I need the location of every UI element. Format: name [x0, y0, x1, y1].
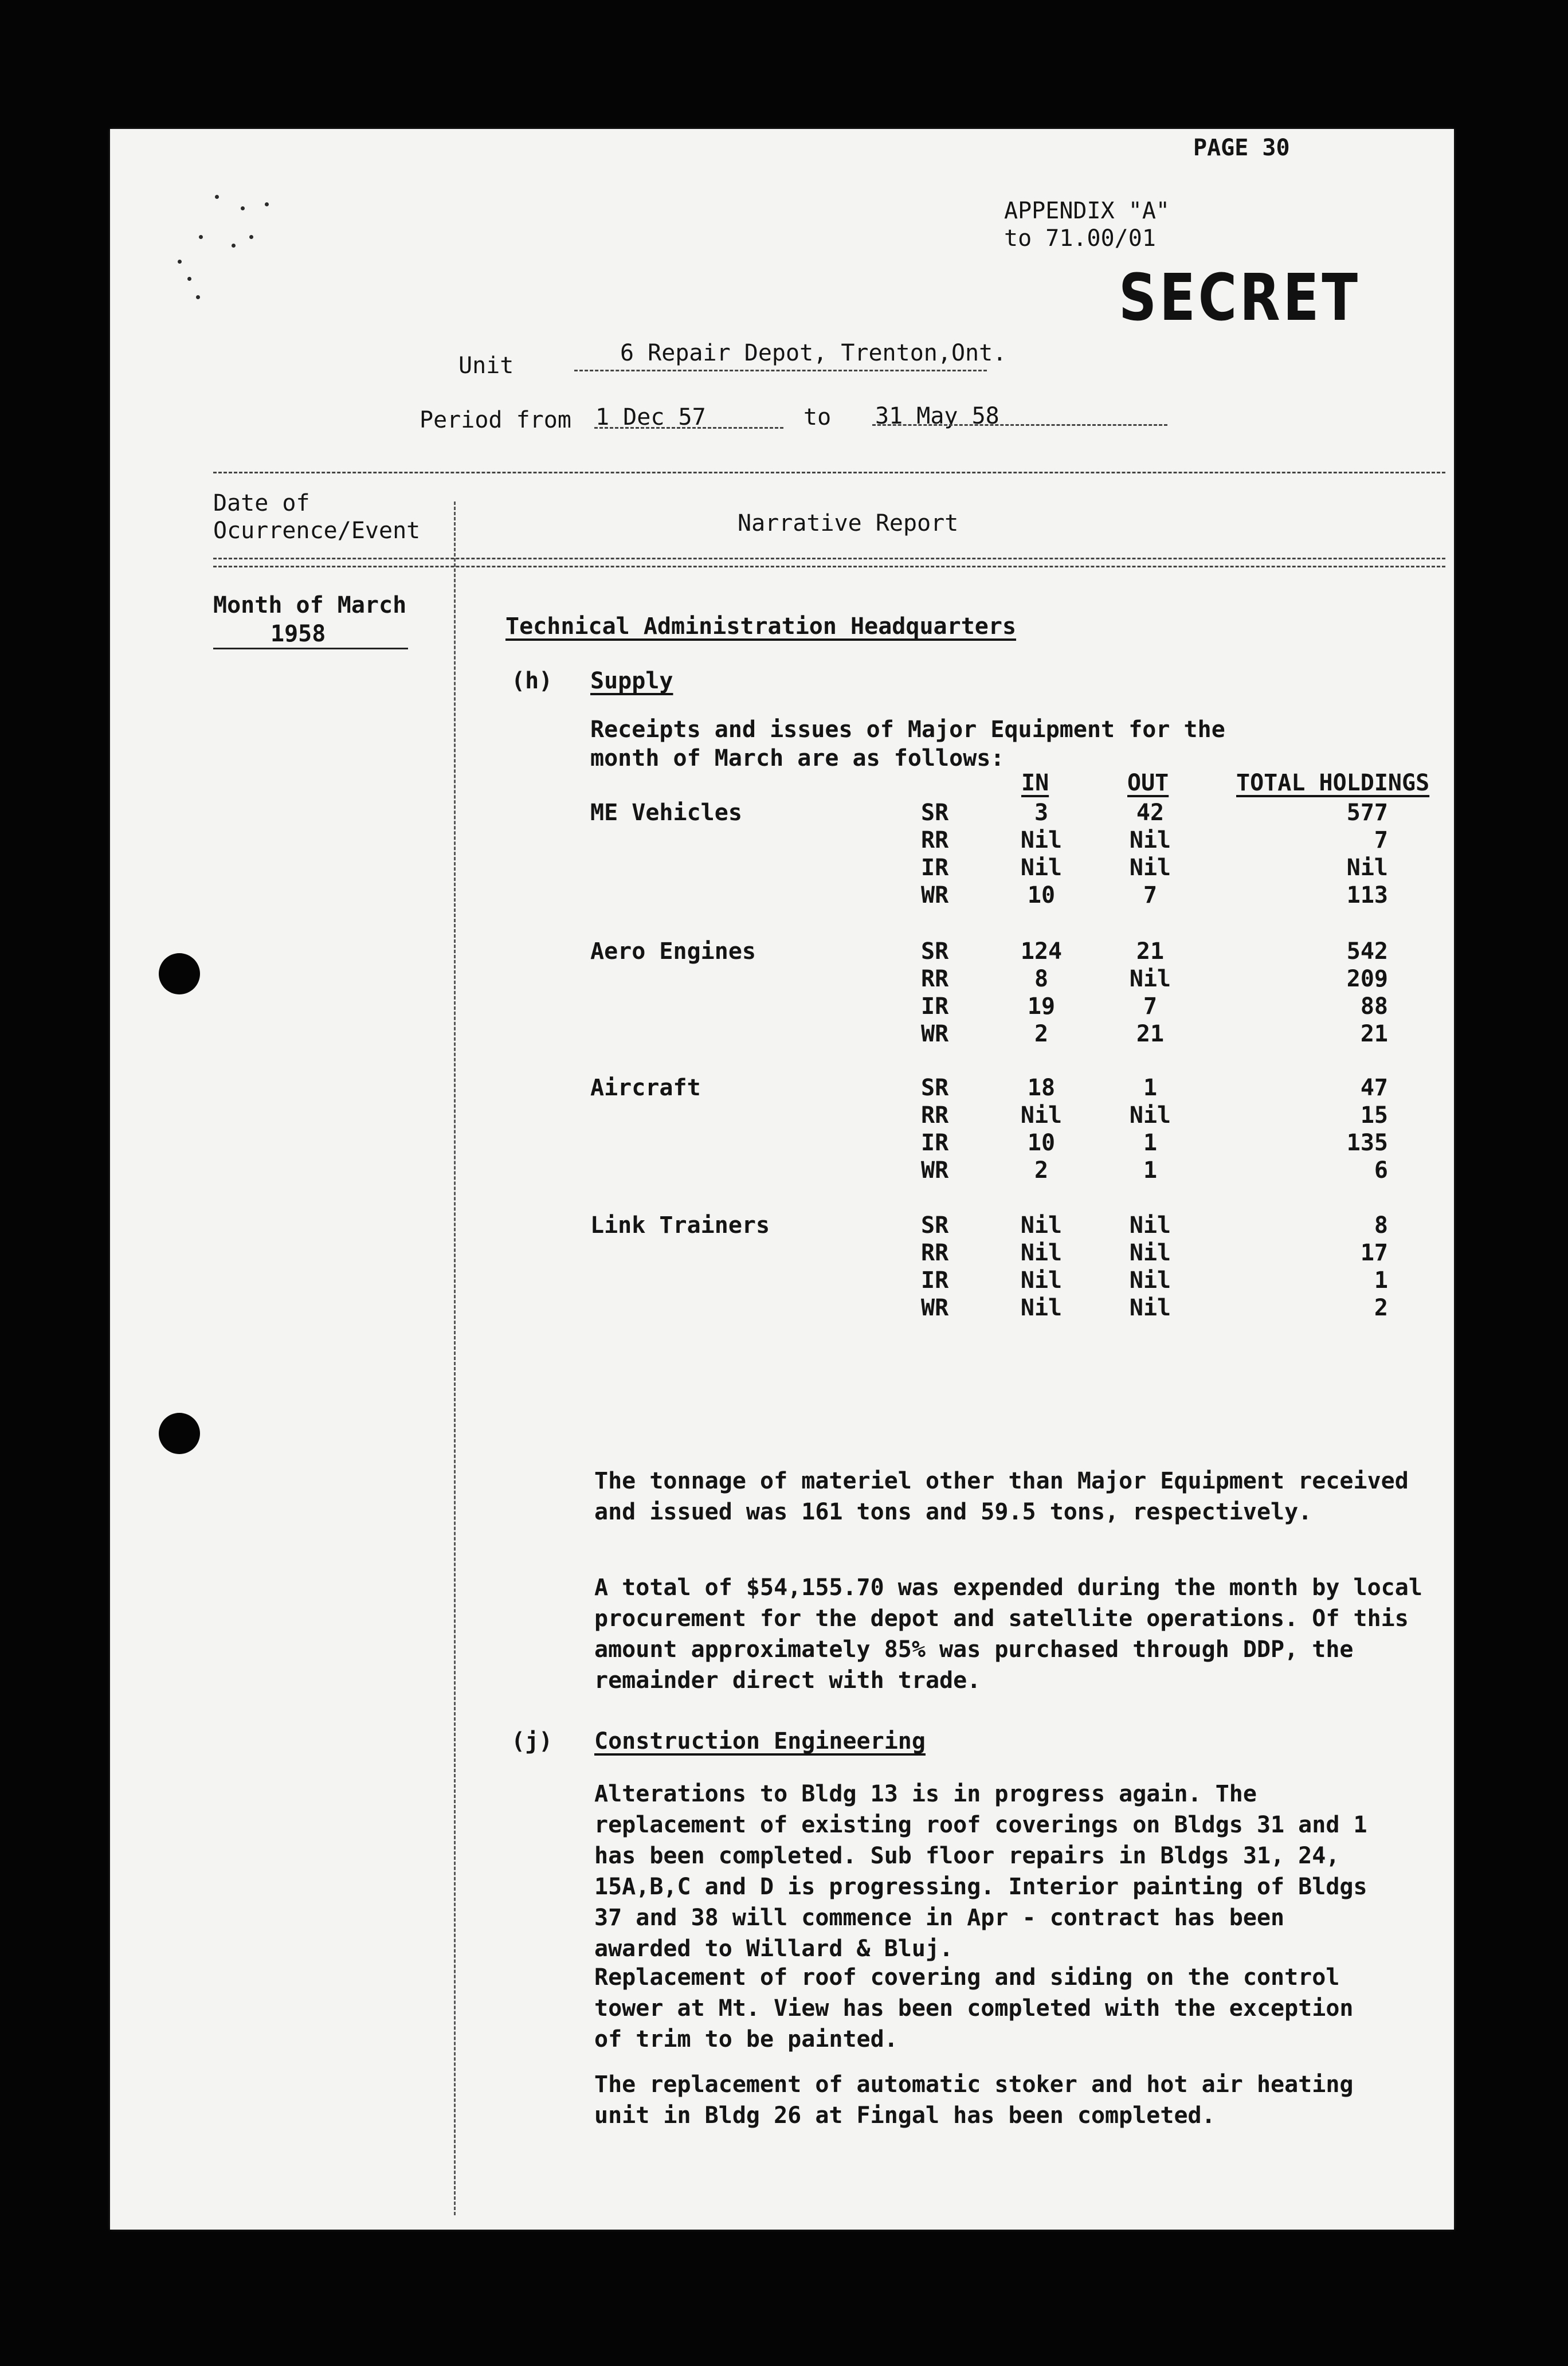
- tonnage-paragraph: The tonnage of materiel other than Major Equipment received and issued was 161 tons and 59.5 tons, respectively.: [594, 1468, 1409, 1525]
- row-in-value: 10: [1027, 882, 1056, 908]
- row-in-value: 124: [1020, 938, 1063, 965]
- row-in-value: Nil: [1020, 1267, 1063, 1294]
- row-code: IR: [921, 1267, 949, 1294]
- period-from: 1 Dec 57: [595, 404, 706, 430]
- row-total-value: 88: [1360, 993, 1388, 1020]
- row-out-value: Nil: [1129, 855, 1171, 881]
- row-code: IR: [921, 855, 949, 881]
- construction-paragraph-2: Replacement of roof covering and siding on the control tower at Mt. View has been completed with the exception of trim to be painted.: [594, 1964, 1354, 2052]
- row-in-value: 8: [1034, 966, 1049, 992]
- unit-label: Unit: [458, 352, 514, 379]
- construction-paragraph-3: The replacement of automatic stoker and hot air heating unit in Bldg 26 at Fingal has been completed.: [594, 2071, 1354, 2129]
- row-total-value: Nil: [1346, 855, 1388, 881]
- appendix-line-1: APPENDIX "A": [1004, 198, 1170, 224]
- row-out-value: 21: [1136, 938, 1165, 965]
- equipment-group-name: Aero Engines: [590, 938, 756, 965]
- row-out-value: 42: [1136, 800, 1165, 826]
- row-in-value: Nil: [1020, 1240, 1063, 1266]
- row-out-value: Nil: [1129, 1240, 1171, 1266]
- supply-letter: (h): [511, 668, 553, 694]
- appendix-line-2: to 71.00/01: [1004, 225, 1156, 252]
- row-code: WR: [921, 882, 949, 908]
- speckle: [199, 235, 203, 239]
- row-in-value: Nil: [1020, 855, 1063, 881]
- period-from-underline: [594, 427, 783, 429]
- row-in-value: 2: [1034, 1157, 1049, 1184]
- row-total-value: 1: [1374, 1267, 1388, 1294]
- row-in-value: 18: [1027, 1075, 1056, 1101]
- date-column-line-2: Ocurrence/Event: [213, 518, 421, 544]
- row-in-value: 3: [1034, 800, 1049, 826]
- col-total-header: TOTAL HOLDINGS: [1236, 770, 1430, 796]
- period-label: Period from: [420, 407, 571, 433]
- row-code: WR: [921, 1021, 949, 1047]
- narrative-column: Narrative Report: [738, 510, 959, 536]
- row-total-value: 47: [1360, 1075, 1388, 1101]
- page-number: PAGE 30: [1193, 135, 1290, 161]
- date-column-line-1: Date of: [213, 490, 310, 516]
- period-to-label: to: [803, 404, 832, 430]
- period-to-underline: [872, 424, 1167, 426]
- col-out-header: OUT: [1127, 770, 1169, 796]
- row-total-value: 2: [1374, 1295, 1388, 1321]
- binder-hole-top: [159, 953, 200, 994]
- row-code: RR: [921, 1240, 949, 1266]
- row-code: IR: [921, 1130, 949, 1156]
- row-code: RR: [921, 827, 949, 853]
- column-divider: [454, 502, 456, 2215]
- supply-intro-2: month of March are as follows:: [590, 745, 1005, 771]
- month-underline: [213, 648, 408, 649]
- construction-paragraph-1: Alterations to Bldg 13 is in progress again. The replacement of existing roof coverings on Bldgs 31 and 1 has been completed. Sub floor repairs in Bldgs 31, 24, 15A,B,C and D is progressing. Interior painting of Bldgs 37 and 38 will commence in Apr - contract has been awarded to Willard & Bluj.: [594, 1781, 1367, 1962]
- row-code: WR: [921, 1157, 949, 1184]
- row-total-value: 542: [1346, 938, 1388, 965]
- row-in-value: 2: [1034, 1021, 1049, 1047]
- speckle: [241, 206, 245, 210]
- row-in-value: 19: [1027, 993, 1056, 1020]
- row-out-value: 1: [1143, 1130, 1158, 1156]
- row-code: SR: [921, 800, 949, 826]
- procurement-paragraph: A total of $54,155.70 was expended during the month by local procurement for the depot and satellite operations. Of this amount approximately 85% was purchased through DDP, the remainder direct with trade.: [594, 1574, 1422, 1694]
- row-code: SR: [921, 938, 949, 965]
- equipment-group-name: Link Trainers: [590, 1212, 770, 1239]
- construction-title: Construction Engineering: [594, 1728, 926, 1754]
- speckle: [215, 195, 219, 199]
- row-in-value: Nil: [1020, 827, 1063, 853]
- row-total-value: 209: [1346, 966, 1388, 992]
- row-code: SR: [921, 1075, 949, 1101]
- row-code: RR: [921, 966, 949, 992]
- header-rule-top: [213, 472, 1445, 473]
- document-page: [110, 129, 1454, 2230]
- secret-stamp: SECRET: [1119, 261, 1361, 335]
- row-out-value: Nil: [1129, 966, 1171, 992]
- period-to: 31 May 58: [875, 403, 999, 429]
- row-code: IR: [921, 993, 949, 1020]
- row-out-value: Nil: [1129, 827, 1171, 853]
- row-total-value: 17: [1360, 1240, 1388, 1266]
- row-out-value: Nil: [1129, 1102, 1171, 1129]
- row-out-value: Nil: [1129, 1295, 1171, 1321]
- row-out-value: 21: [1136, 1021, 1165, 1047]
- row-out-value: 1: [1143, 1075, 1158, 1101]
- speckle: [265, 202, 269, 206]
- construction-letter: (j): [511, 1728, 553, 1754]
- row-total-value: 135: [1346, 1130, 1388, 1156]
- month-label: Month of March: [213, 592, 407, 618]
- header-rule-double: [213, 566, 1445, 567]
- row-total-value: 7: [1374, 827, 1388, 853]
- unit-underline: [574, 370, 987, 371]
- row-code: WR: [921, 1295, 949, 1321]
- supply-title: Supply: [590, 668, 673, 694]
- speckle: [249, 235, 253, 239]
- unit-value: 6 Repair Depot, Trenton,Ont.: [620, 340, 1007, 366]
- equipment-group-name: ME Vehicles: [590, 800, 742, 826]
- speckle: [187, 277, 191, 281]
- row-total-value: 8: [1374, 1212, 1388, 1239]
- supply-intro-1: Receipts and issues of Major Equipment for the: [590, 716, 1225, 743]
- row-out-value: 1: [1143, 1157, 1158, 1184]
- row-total-value: 15: [1360, 1102, 1388, 1129]
- row-total-value: 6: [1374, 1157, 1388, 1184]
- speckle: [232, 244, 236, 248]
- row-code: SR: [921, 1212, 949, 1239]
- row-total-value: 21: [1360, 1021, 1388, 1047]
- month-year: 1958: [271, 621, 326, 647]
- equipment-group-name: Aircraft: [590, 1075, 701, 1101]
- row-total-value: 577: [1346, 800, 1388, 826]
- row-out-value: 7: [1143, 882, 1158, 908]
- row-code: RR: [921, 1102, 949, 1129]
- row-total-value: 113: [1346, 882, 1388, 908]
- header-rule-bottom: [213, 558, 1445, 559]
- row-out-value: 7: [1143, 993, 1158, 1020]
- row-in-value: Nil: [1020, 1102, 1063, 1129]
- row-in-value: Nil: [1020, 1212, 1063, 1239]
- row-out-value: Nil: [1129, 1212, 1171, 1239]
- row-in-value: Nil: [1020, 1295, 1063, 1321]
- section-heading: Technical Administration Headquarters: [505, 613, 1017, 640]
- binder-hole-bottom: [159, 1413, 200, 1454]
- speckle: [178, 260, 182, 264]
- speckle: [196, 295, 200, 299]
- row-out-value: Nil: [1129, 1267, 1171, 1294]
- row-in-value: 10: [1027, 1130, 1056, 1156]
- col-in-header: IN: [1021, 770, 1049, 796]
